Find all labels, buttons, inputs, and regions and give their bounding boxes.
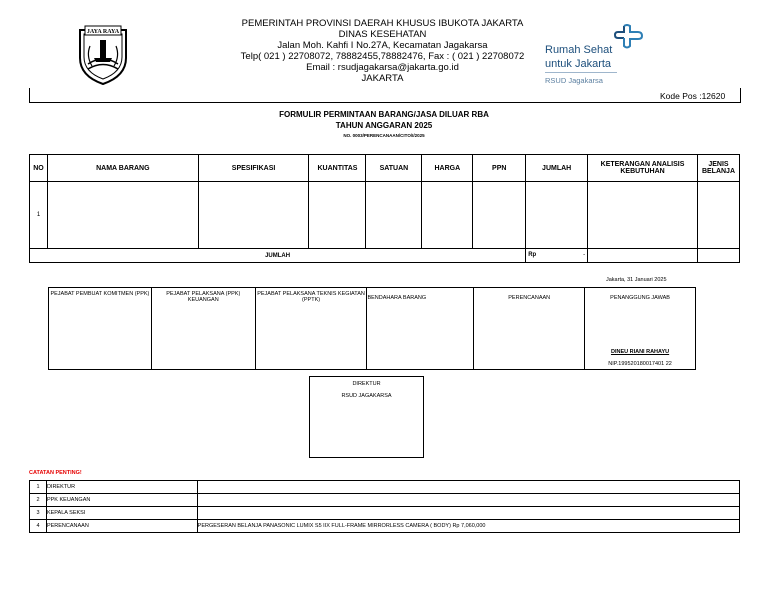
brand-sub: RSUD Jagakarsa — [545, 76, 603, 85]
seal-lettering: JAYA RAYA — [86, 29, 120, 35]
col-keterangan: KETERANGAN ANALISIS KEBUTUHAN — [588, 155, 698, 182]
letterhead-text — [230, 18, 535, 84]
sign-ppk-keuangan-label: PEJABAT PELAKSANA (PPK) KEUANGAN — [166, 291, 241, 303]
address: Jalan Moh. Kahfi I No.27A, Kecamatan Jagakarsa — [277, 40, 488, 51]
phone-fax: Telp( 021 ) 22708072, 78882455,78882476, Fax : ( 021 ) 22708072 — [240, 51, 525, 62]
sign-ppk — [49, 288, 152, 370]
cell-kuantitas — [309, 182, 366, 249]
note-label: KEPALA SEKSI — [46, 507, 197, 520]
email: Email : rsudjagakarsa@jakarta.go.id — [306, 62, 459, 73]
total-keterangan — [588, 249, 698, 263]
director-org: RSUD JAGAKARSA — [341, 393, 392, 399]
sign-bendahara — [367, 288, 474, 370]
cell-harga — [422, 182, 473, 249]
total-value: - — [583, 252, 586, 258]
note-value — [197, 494, 739, 507]
cell-keterangan — [588, 182, 698, 249]
cell-no: 1 — [30, 182, 48, 249]
col-ppn: PPN — [473, 155, 526, 182]
total-row — [30, 249, 740, 263]
agency-name: DINAS KESEHATAN — [338, 29, 427, 40]
col-spesifikasi: SPESIFIKASI — [198, 155, 309, 182]
table-row — [30, 182, 740, 249]
sign-penanggung-jawab-label: PENANGGUNG JAWAB — [610, 295, 670, 301]
responsible-name: DINEU RIANI RAHAYU — [610, 349, 670, 355]
note-no: 4 — [30, 520, 47, 533]
sign-bendahara-label: BENDAHARA BARANG — [367, 295, 427, 301]
cell-nama-barang — [47, 182, 198, 249]
notes-heading: CATATAN PENTING! — [29, 470, 82, 476]
sign-perencanaan — [474, 288, 585, 370]
total-currency: Rp — [528, 252, 537, 258]
header-bottom-rule — [29, 102, 741, 103]
director-title: DIREKTUR — [352, 381, 381, 387]
signature-table — [48, 287, 696, 370]
cell-jumlah — [526, 182, 588, 249]
sign-pptk-label: PEJABAT PELAKSANA TEKNIS KEGIATAN (PPTK) — [257, 291, 365, 303]
note-value: PERGESERAN BELANJA PANASONIC LUMIX S5 IIX FULL-FRAME MIRRORLESS CAMERA ( BODY) Rp 7,060,000 — [197, 520, 739, 533]
form-number: NO. 0003/PERENCANAAN/CITO/I/2025 — [343, 133, 425, 138]
col-jumlah: JUMLAH — [526, 155, 588, 182]
note-label: PERENCANAAN — [46, 520, 197, 533]
sign-pptk — [255, 288, 367, 370]
col-satuan: SATUAN — [366, 155, 422, 182]
table-header-row — [30, 155, 740, 182]
responsible-nip: NIP.199520180017401 22 — [608, 361, 672, 367]
kode-pos: Kode Pos :12620 — [660, 91, 726, 101]
note-row — [30, 520, 740, 533]
col-jenis-belanja: JENIS BELANJA — [697, 155, 739, 182]
notes-table — [29, 480, 740, 533]
cell-jenis-belanja — [697, 182, 739, 249]
note-row — [30, 507, 740, 520]
brand-line-2: untuk Jakarta — [545, 58, 612, 70]
total-amount — [526, 249, 588, 263]
header-right-border — [740, 88, 741, 102]
note-no: 2 — [30, 494, 47, 507]
form-title: FORMULIR PERMINTAAN BARANG/JASA DILUAR RBA — [279, 110, 489, 119]
sign-date: Jakarta, 31 Januari 2025 — [606, 277, 667, 283]
note-no: 1 — [30, 481, 47, 494]
sign-ppk-keuangan — [151, 288, 255, 370]
director-box — [309, 376, 424, 458]
cell-satuan — [366, 182, 422, 249]
note-label: PPK KEUANGAN — [46, 494, 197, 507]
note-no: 3 — [30, 507, 47, 520]
city: JAKARTA — [361, 73, 404, 84]
note-value — [197, 481, 739, 494]
brand-divider — [545, 72, 617, 73]
total-label: JUMLAH — [30, 249, 526, 263]
jakarta-seal-logo — [76, 24, 130, 86]
items-table — [29, 154, 740, 263]
health-cross-icon — [614, 24, 648, 50]
cell-spesifikasi — [198, 182, 309, 249]
col-harga: HARGA — [422, 155, 473, 182]
col-nama-barang: NAMA BARANG — [47, 155, 198, 182]
total-jenis — [697, 249, 739, 263]
note-value — [197, 507, 739, 520]
note-row — [30, 494, 740, 507]
gov-name: PEMERINTAH PROVINSI DAERAH KHUSUS IBUKOTA JAKARTA — [241, 18, 524, 29]
sign-perencanaan-label: PERENCANAAN — [508, 295, 551, 301]
col-kuantitas: KUANTITAS — [309, 155, 366, 182]
form-year: TAHUN ANGGARAN 2025 — [335, 121, 433, 130]
sign-ppk-label: PEJABAT PEMBUAT KOMITMEN (PPK) — [50, 291, 150, 297]
note-row — [30, 481, 740, 494]
sign-penanggung-jawab — [585, 288, 696, 370]
signature-row — [49, 288, 696, 370]
note-label: DIREKTUR — [46, 481, 197, 494]
brand-line-1: Rumah Sehat — [545, 44, 613, 56]
col-no: NO — [30, 155, 48, 182]
cell-ppn — [473, 182, 526, 249]
header-left-border — [29, 88, 30, 102]
rumah-sehat-logo — [544, 24, 654, 88]
